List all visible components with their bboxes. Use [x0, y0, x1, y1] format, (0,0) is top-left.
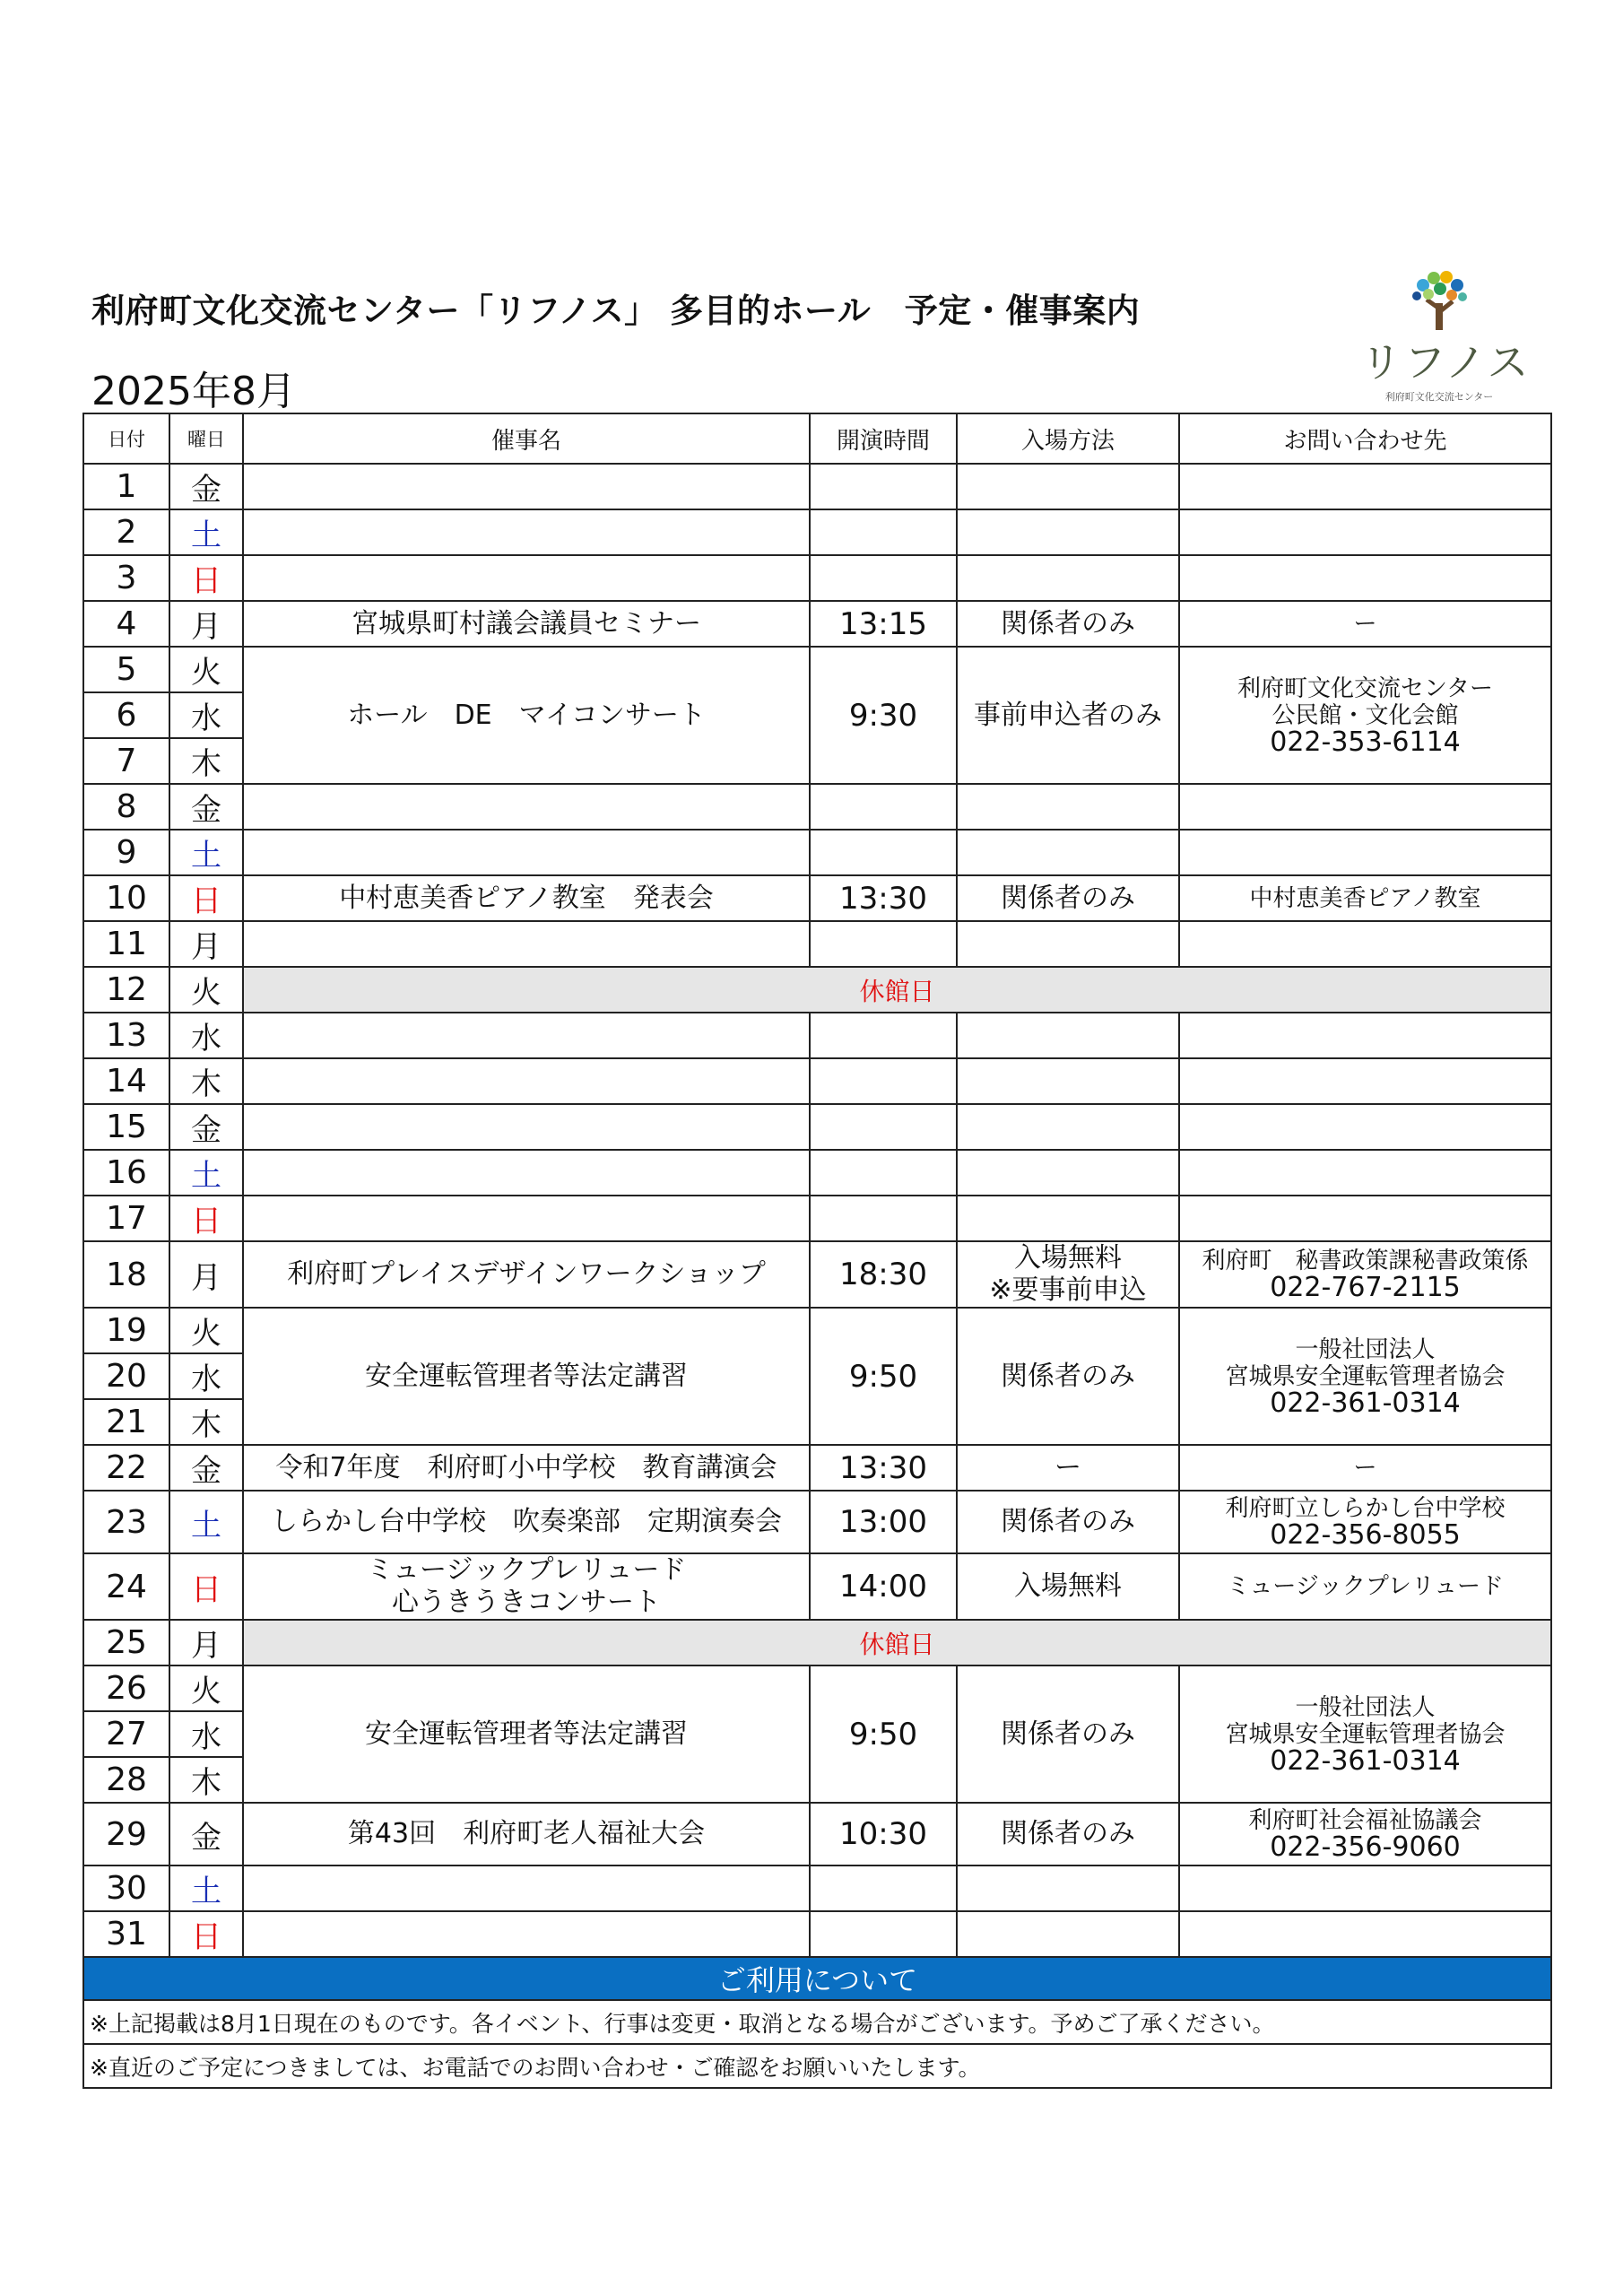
weekday-cell: 月: [169, 921, 243, 967]
weekday-cell: 金: [169, 784, 243, 830]
event-admission: 事前申込者のみ: [957, 647, 1179, 784]
event-name-line: ミュージックプレリュード: [366, 1554, 687, 1586]
weekday-cell: 火: [169, 1308, 243, 1353]
date-cell: 26: [83, 1665, 169, 1711]
event-admission: 関係者のみ: [957, 1491, 1179, 1553]
contact-line: 利府町 秘書政策課秘書政策係: [1202, 1248, 1529, 1274]
event-time: 18:30: [810, 1241, 957, 1308]
event-time: 13:00: [810, 1491, 957, 1553]
date-cell: 2: [83, 509, 169, 555]
contact-line: 利府町立しらかし台中学校: [1225, 1495, 1506, 1522]
contact-phone: 022-361-0314: [1270, 1387, 1461, 1419]
weekday-cell: 土: [169, 1150, 243, 1196]
contact-line: 公民館・文化会館: [1271, 701, 1459, 729]
table-row: [83, 1491, 1551, 1553]
weekday-cell: 金: [169, 1445, 243, 1491]
date-cell: 8: [83, 784, 169, 830]
contact-phone: 022-356-9060: [1270, 1831, 1461, 1863]
date-cell: 23: [83, 1491, 169, 1553]
weekday-cell: 木: [169, 1399, 243, 1445]
contact-line: 一般社団法人: [1295, 1335, 1436, 1363]
admission-line: ※要事前申込: [989, 1274, 1147, 1306]
table-row: [83, 464, 1551, 509]
date-cell: 6: [83, 692, 169, 738]
date-cell: 5: [83, 647, 169, 692]
weekday-cell: 月: [169, 1241, 243, 1308]
table-row: [83, 1241, 1551, 1308]
weekday-cell: 火: [169, 1665, 243, 1711]
weekday-cell: 日: [169, 1196, 243, 1241]
table-row: [83, 830, 1551, 875]
table-row: [83, 1445, 1551, 1491]
table-row: [83, 1553, 1551, 1620]
table-row: [83, 1013, 1551, 1058]
weekday-cell: 土: [169, 1491, 243, 1553]
weekday-cell: 金: [169, 1104, 243, 1150]
closed-day-label: 休館日: [243, 1620, 1551, 1665]
event-time: 10:30: [810, 1803, 957, 1866]
weekday-cell: 木: [169, 738, 243, 784]
table-row: [83, 1104, 1551, 1150]
weekday-cell: 火: [169, 967, 243, 1013]
rifunos-logo: [1358, 269, 1532, 413]
event-name: 令和7年度 利府町小中学校 教育講演会: [243, 1445, 810, 1491]
date-cell: 16: [83, 1150, 169, 1196]
event-contact: [1179, 1241, 1551, 1308]
date-cell: 27: [83, 1711, 169, 1757]
date-cell: 20: [83, 1353, 169, 1399]
weekday-cell: 土: [169, 509, 243, 555]
event-name-line: 心うきうきコンサート: [392, 1587, 661, 1618]
date-cell: 3: [83, 555, 169, 601]
header-admission: 入場方法: [957, 413, 1179, 464]
date-cell: 29: [83, 1803, 169, 1866]
notes-header-row: [83, 1957, 1551, 2000]
table-row: [83, 1665, 1551, 1711]
date-cell: 28: [83, 1757, 169, 1803]
event-contact: ー: [1179, 1445, 1551, 1491]
event-contact: 中村恵美香ピアノ教室: [1179, 875, 1551, 921]
weekday-cell: 木: [169, 1757, 243, 1803]
table-row: [83, 921, 1551, 967]
event-name: 中村恵美香ピアノ教室 発表会: [243, 875, 810, 921]
table-row: [83, 1866, 1551, 1911]
note-text: ※上記掲載は8月1日現在のものです。各イベント、行事は変更・取消となる場合がございます。予めご了承ください。: [83, 2000, 1551, 2044]
event-contact: [1179, 647, 1551, 784]
date-cell: 9: [83, 830, 169, 875]
schedule-table: [82, 413, 1552, 2089]
table-row: [83, 1911, 1551, 1957]
event-admission: [957, 1241, 1179, 1308]
date-cell: 11: [83, 921, 169, 967]
logo-name: リフノス: [1360, 338, 1532, 387]
event-contact: ー: [1179, 601, 1551, 647]
header-weekday: 曜日: [169, 413, 243, 464]
contact-line: 一般社団法人: [1295, 1693, 1436, 1721]
event-name: 安全運転管理者等法定講習: [243, 1308, 810, 1445]
notes-title: ご利用について: [83, 1957, 1551, 2000]
event-admission: 関係者のみ: [957, 1665, 1179, 1803]
table-row: [83, 875, 1551, 921]
date-cell: 7: [83, 738, 169, 784]
weekday-cell: 水: [169, 1353, 243, 1399]
contact-line: 利府町文化交流センター: [1237, 674, 1493, 702]
weekday-cell: 月: [169, 1620, 243, 1665]
event-contact: [1179, 1665, 1551, 1803]
contact-phone: 022-361-0314: [1270, 1744, 1461, 1777]
weekday-cell: 金: [169, 464, 243, 509]
header-row: [83, 413, 1551, 464]
weekday-cell: 日: [169, 555, 243, 601]
weekday-cell: 月: [169, 601, 243, 647]
page-title: 利府町文化交流センター「リフノス」 多目的ホール 予定・催事案内: [91, 291, 1141, 330]
event-name: 宮城県町村議会議員セミナー: [243, 601, 810, 647]
weekday-cell: 水: [169, 1013, 243, 1058]
event-name: [243, 1553, 810, 1620]
event-time: 13:30: [810, 1445, 957, 1491]
event-name: 安全運転管理者等法定講習: [243, 1665, 810, 1803]
table-row: [83, 555, 1551, 601]
date-cell: 14: [83, 1058, 169, 1104]
table-row: [83, 1196, 1551, 1241]
table-row: [83, 967, 1551, 1013]
event-admission: 関係者のみ: [957, 1308, 1179, 1445]
date-cell: 30: [83, 1866, 169, 1911]
event-name: しらかし台中学校 吹奏楽部 定期演奏会: [243, 1491, 810, 1553]
date-cell: 1: [83, 464, 169, 509]
contact-phone: 022-767-2115: [1270, 1272, 1461, 1303]
table-row: [83, 784, 1551, 830]
date-cell: 15: [83, 1104, 169, 1150]
header-date: 日付: [83, 413, 169, 464]
date-cell: 21: [83, 1399, 169, 1445]
event-name: 第43回 利府町老人福祉大会: [243, 1803, 810, 1866]
table-row: [83, 1150, 1551, 1196]
event-time: 9:50: [810, 1308, 957, 1445]
event-name: ホール DE マイコンサート: [243, 647, 810, 784]
event-time: 13:15: [810, 601, 957, 647]
date-cell: 4: [83, 601, 169, 647]
table-row: [83, 1308, 1551, 1353]
event-contact: ミュージックプレリュード: [1179, 1553, 1551, 1620]
weekday-cell: 火: [169, 647, 243, 692]
table-row: [83, 1058, 1551, 1104]
date-cell: 17: [83, 1196, 169, 1241]
event-contact: [1179, 1803, 1551, 1866]
date-cell: 31: [83, 1911, 169, 1957]
date-cell: 22: [83, 1445, 169, 1491]
contact-line: 宮城県安全運転管理者協会: [1225, 1362, 1506, 1390]
date-cell: 10: [83, 875, 169, 921]
event-time: 13:30: [810, 875, 957, 921]
event-admission: 入場無料: [957, 1553, 1179, 1620]
event-admission: 関係者のみ: [957, 875, 1179, 921]
weekday-cell: 金: [169, 1803, 243, 1866]
note-row: [83, 2044, 1551, 2088]
weekday-cell: 日: [169, 1911, 243, 1957]
contact-phone: 022-356-8055: [1270, 1519, 1461, 1551]
note-row: [83, 2000, 1551, 2044]
date-cell: 25: [83, 1620, 169, 1665]
header-event: 催事名: [243, 413, 810, 464]
date-cell: 24: [83, 1553, 169, 1620]
admission-line: 入場無料: [1014, 1242, 1122, 1274]
table-row: [83, 601, 1551, 647]
date-cell: 19: [83, 1308, 169, 1353]
header-contact: お問い合わせ先: [1179, 413, 1551, 464]
weekday-cell: 水: [169, 1711, 243, 1757]
logo-subtitle: 利府町文化交流センター: [1384, 391, 1494, 403]
event-contact: [1179, 1308, 1551, 1445]
contact-line: 利府町社会福祉協議会: [1248, 1807, 1482, 1834]
event-time: 14:00: [810, 1553, 957, 1620]
contact-line: 宮城県安全運転管理者協会: [1225, 1720, 1506, 1748]
table-row: [83, 509, 1551, 555]
event-time: 9:30: [810, 647, 957, 784]
weekday-cell: 日: [169, 875, 243, 921]
date-cell: 12: [83, 967, 169, 1013]
note-text: ※直近のご予定につきましては、お電話でのお問い合わせ・ご確認をお願いいたします。: [83, 2044, 1551, 2088]
event-time: 9:50: [810, 1665, 957, 1803]
closed-day-label: 休館日: [243, 967, 1551, 1013]
table-row: [83, 1803, 1551, 1866]
month-label: 2025年8月: [91, 369, 296, 414]
weekday-cell: 土: [169, 1866, 243, 1911]
table-row: [83, 647, 1551, 692]
tree-icon: [1403, 269, 1475, 334]
event-contact: [1179, 1491, 1551, 1553]
weekday-cell: 土: [169, 830, 243, 875]
weekday-cell: 木: [169, 1058, 243, 1104]
event-name: 利府町プレイスデザインワークショップ: [243, 1241, 810, 1308]
weekday-cell: 水: [169, 692, 243, 738]
contact-phone: 022-353-6114: [1270, 726, 1461, 758]
event-admission: 関係者のみ: [957, 1803, 1179, 1866]
table-row: [83, 1620, 1551, 1665]
event-admission: ー: [957, 1445, 1179, 1491]
weekday-cell: 日: [169, 1553, 243, 1620]
date-cell: 13: [83, 1013, 169, 1058]
date-cell: 18: [83, 1241, 169, 1308]
header-time: 開演時間: [810, 413, 957, 464]
event-admission: 関係者のみ: [957, 601, 1179, 647]
